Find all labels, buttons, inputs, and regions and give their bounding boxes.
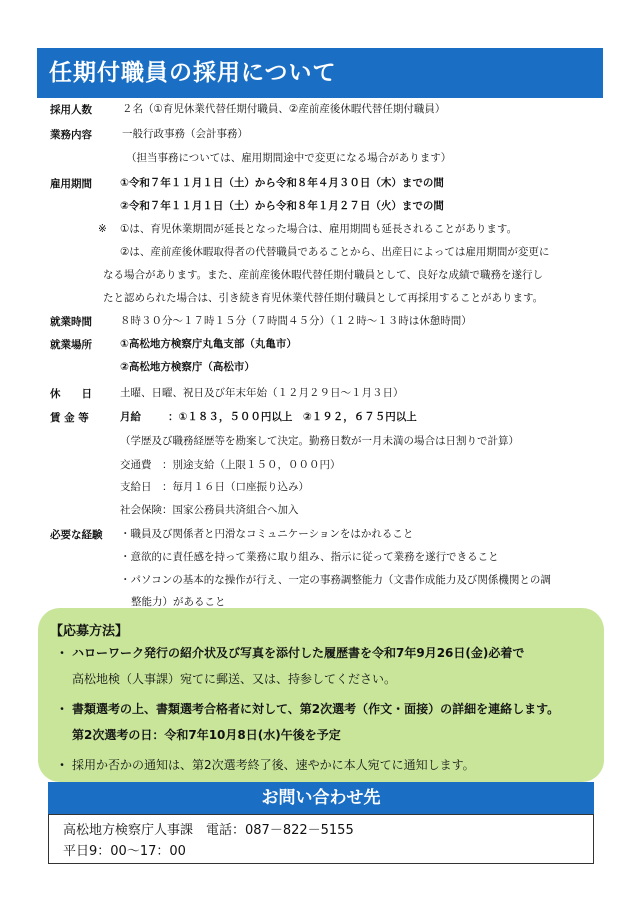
period-label: 雇用期間 bbox=[50, 178, 92, 190]
period-note2c: たと認められた場合は、引き続き育児休業代替任期付職員として再採用することがあります。 bbox=[103, 292, 544, 304]
holiday-text: 土曜、日曜、祝日及び年末年始（１２月２９日～１月３日） bbox=[120, 387, 404, 399]
period-line2: ②令和７年１１月１日（土）から令和８年１月２７日（火）までの間 bbox=[120, 200, 444, 212]
period-note1: ①は、育児休業期間が延長となった場合は、雇用期間も延長されることがあります。 bbox=[120, 223, 518, 235]
wage-monthly-label: 月給 bbox=[120, 411, 141, 423]
contact-heading: お問い合わせ先 bbox=[48, 782, 594, 814]
wage-insurance: 社会保険：国家公務員共済組合へ加入 bbox=[120, 504, 299, 516]
duties-text: 一般行政事務（会計事務） bbox=[122, 128, 248, 140]
experience-item2: ・意欲的に責任感を持って業務に取り組み、指示に従って業務を遂行できること bbox=[120, 551, 499, 563]
apply-line1: ハローワーク発行の紹介状及び写真を添付した履歴書を令和7年9月26日(金)必着で bbox=[72, 646, 525, 660]
apply-line1b: 高松地検（人事課）宛てに郵送、又は、持参してください。 bbox=[72, 672, 397, 686]
duties-note: （担当事務については、雇用期間途中で変更になる場合があります） bbox=[126, 152, 452, 164]
place-line2: ②高松地方検察庁（高松市） bbox=[120, 361, 255, 373]
hours-label: 就業時間 bbox=[50, 316, 92, 328]
contact-box bbox=[48, 814, 594, 864]
page-title: 任期付職員の採用について bbox=[37, 48, 603, 98]
wage-payday: 支給日 ：毎月１６日（口座振り込み） bbox=[120, 481, 309, 493]
apply-bullet-1: ・ bbox=[56, 646, 69, 660]
period-note2a: ②は、産前産後休暇取得者の代替職員であることから、出産日によっては雇用期間が変更に bbox=[120, 246, 550, 258]
hours-text: ８時３０分～１７時１５分（７時間４５分）（１２時～１３時は休憩時間） bbox=[120, 315, 472, 327]
wage-note: （学歴及び職務経歴等を勘案して決定。勤務日数が一月未満の場合は日割りで計算） bbox=[120, 435, 519, 447]
period-line1: ①令和７年１１月１日（土）から令和８年４月３０日（木）までの間 bbox=[120, 177, 444, 189]
contact-line1: 高松地方検察庁人事課 電話：087－822－5155 bbox=[63, 823, 354, 838]
apply-line2: 書類選考の上、書類選考合格者に対して、第2次選考（作文・面接）の詳細を連絡します。 bbox=[72, 702, 560, 716]
contact-line2: 平日9：00～17：00 bbox=[63, 844, 186, 859]
apply-line3: 採用か否かの通知は、第2次選考終了後、速やかに本人宛てに通知します。 bbox=[72, 758, 475, 772]
wage-label: 賃 金 等 bbox=[50, 412, 89, 424]
place-label: 就業場所 bbox=[50, 339, 92, 351]
apply-line2b: 第2次選考の日：令和7年10月8日(水)午後を予定 bbox=[72, 728, 341, 742]
experience-item3b: 整能力）があること bbox=[131, 596, 226, 608]
apply-bullet-3: ・ bbox=[56, 758, 69, 772]
apply-bullet-2: ・ bbox=[56, 702, 69, 716]
experience-item1: ・職員及び関係者と円滑なコミュニケーションをはかれること bbox=[120, 528, 414, 540]
wage-transport: 交通費 ：別途支給（上限１５０，０００円） bbox=[120, 459, 341, 471]
experience-label: 必要な経験 bbox=[50, 529, 103, 541]
period-note-mark: ※ bbox=[98, 223, 107, 235]
wage-monthly-value: ：①１８３，５００円以上 ②１９２，６７５円以上 bbox=[168, 411, 417, 423]
recruit-label: 採用人数 bbox=[50, 104, 92, 116]
recruit-text: ２名（①育児休業代替任期付職員、②産前産後休暇代替任期付職員） bbox=[122, 103, 446, 115]
apply-heading: 【応募方法】 bbox=[50, 624, 129, 639]
holiday-label: 休 日 bbox=[50, 388, 92, 400]
place-line1: ①高松地方検察庁丸亀支部（丸亀市） bbox=[120, 338, 297, 350]
experience-item3a: ・パソコンの基本的な操作が行え、一定の事務調整能力（文書作成能力及び関係機関との調 bbox=[120, 574, 551, 586]
duties-label: 業務内容 bbox=[50, 129, 92, 141]
period-note2b: なる場合があります。また、産前産後休暇代替任期付職員として、良好な成績で職務を遂行し bbox=[103, 269, 543, 281]
